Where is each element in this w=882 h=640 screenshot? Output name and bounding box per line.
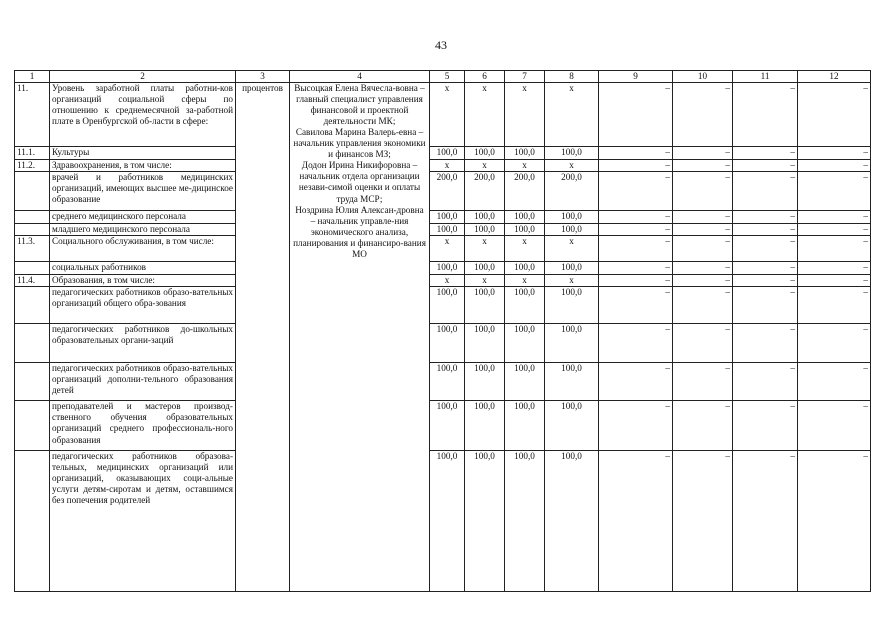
value-cell: – xyxy=(733,451,798,592)
value-cell: 100,0 xyxy=(430,286,465,323)
indicator-name: младшего медицинского персонала xyxy=(50,224,236,236)
value-cell: 100,0 xyxy=(430,261,465,274)
value-cell: – xyxy=(733,224,798,236)
indicator-name: педагогических работников образо-вательных организаций общего обра-зования xyxy=(50,286,236,323)
value-cell: 100,0 xyxy=(505,261,545,274)
value-cell: – xyxy=(798,451,871,592)
value-cell: х xyxy=(430,236,465,261)
value-cell: – xyxy=(798,172,871,211)
value-cell: 200,0 xyxy=(430,172,465,211)
row-number xyxy=(15,401,50,451)
value-cell: – xyxy=(673,261,733,274)
row-number xyxy=(15,172,50,211)
value-cell: – xyxy=(599,274,673,286)
value-cell: 100,0 xyxy=(505,210,545,223)
value-cell: – xyxy=(733,274,798,286)
value-cell: 100,0 xyxy=(545,451,599,592)
value-cell: – xyxy=(733,147,798,160)
table-row xyxy=(15,362,871,401)
value-cell: х xyxy=(505,83,545,147)
value-cell: 100,0 xyxy=(430,362,465,401)
value-cell: 100,0 xyxy=(505,286,545,323)
value-cell: 100,0 xyxy=(545,362,599,401)
value-cell: 100,0 xyxy=(430,147,465,160)
header-row xyxy=(15,71,871,83)
value-cell: 100,0 xyxy=(465,362,505,401)
header-cell: 8 xyxy=(545,71,599,83)
value-cell: – xyxy=(798,210,871,223)
header-cell: 5 xyxy=(430,71,465,83)
value-cell: – xyxy=(673,324,733,363)
value-cell: х xyxy=(430,83,465,147)
indicator-name: Уровень заработной платы работни-ков организаций социальной сферы по отношению к среднемесячной за-работной плате в Оренбургской об-ласти в сфере: xyxy=(50,83,236,147)
value-cell: – xyxy=(798,286,871,323)
row-number xyxy=(15,210,50,223)
value-cell: 100,0 xyxy=(545,224,599,236)
value-cell: 100,0 xyxy=(465,401,505,451)
row-number xyxy=(15,324,50,363)
value-cell: 100,0 xyxy=(465,451,505,592)
value-cell: 100,0 xyxy=(545,401,599,451)
value-cell: – xyxy=(798,362,871,401)
value-cell: – xyxy=(673,210,733,223)
value-cell: х xyxy=(465,274,505,286)
value-cell: – xyxy=(599,401,673,451)
header-cell: 12 xyxy=(798,71,871,83)
value-cell: х xyxy=(465,236,505,261)
value-cell: 100,0 xyxy=(430,324,465,363)
executor-3: Додон Ирина Никифоровна – начальник отдела организации незави-симой оценки и оплаты труда МСР; xyxy=(298,160,421,204)
value-cell: – xyxy=(798,236,871,261)
header-cell: 6 xyxy=(465,71,505,83)
value-cell: х xyxy=(465,83,505,147)
row-number: 11.4. xyxy=(15,274,50,286)
value-cell: х xyxy=(545,236,599,261)
value-cell: 100,0 xyxy=(545,286,599,323)
value-cell: – xyxy=(673,236,733,261)
header-cell: 11 xyxy=(733,71,798,83)
value-cell: – xyxy=(673,83,733,147)
row-number: 11.1. xyxy=(15,147,50,160)
value-cell: 100,0 xyxy=(430,210,465,223)
value-cell: – xyxy=(599,160,673,172)
value-cell: 100,0 xyxy=(465,147,505,160)
value-cell: – xyxy=(798,274,871,286)
indicator-name: педагогических работников образо-вательных организаций дополни-тельного образования детей xyxy=(50,362,236,401)
value-cell: – xyxy=(733,172,798,211)
value-cell: 200,0 xyxy=(545,172,599,211)
indicators-table xyxy=(14,70,871,592)
value-cell: 100,0 xyxy=(505,451,545,592)
value-cell: 100,0 xyxy=(430,401,465,451)
row-number xyxy=(15,261,50,274)
table-row xyxy=(15,451,871,592)
table-row xyxy=(15,160,871,172)
value-cell: – xyxy=(599,286,673,323)
value-cell: – xyxy=(673,286,733,323)
value-cell: х xyxy=(430,160,465,172)
value-cell: 100,0 xyxy=(545,147,599,160)
indicator-name: преподавателей и мастеров производ-ственного обучения образовательных организаций среднего профессиональ-ного образования xyxy=(50,401,236,451)
executor-2: Савилова Марина Валерь-евна – начальник управления экономики и финансов МЗ; xyxy=(293,127,426,160)
value-cell: – xyxy=(673,172,733,211)
value-cell: 100,0 xyxy=(465,224,505,236)
value-cell: – xyxy=(673,362,733,401)
value-cell: 200,0 xyxy=(465,172,505,211)
value-cell: – xyxy=(673,160,733,172)
value-cell: – xyxy=(599,451,673,592)
value-cell: х xyxy=(505,236,545,261)
indicator-name: врачей и работников медицинских организаций, имеющих высшее ме-дицинское образование xyxy=(50,172,236,211)
table-row xyxy=(15,172,871,211)
indicator-name: Культуры xyxy=(50,147,236,160)
value-cell: 100,0 xyxy=(545,261,599,274)
value-cell: – xyxy=(798,324,871,363)
page-number: 43 xyxy=(435,38,447,52)
value-cell: х xyxy=(545,160,599,172)
value-cell: – xyxy=(599,362,673,401)
table-row xyxy=(15,224,871,236)
value-cell: – xyxy=(733,210,798,223)
row-number xyxy=(15,224,50,236)
value-cell: 100,0 xyxy=(430,451,465,592)
header-cell: 10 xyxy=(673,71,733,83)
unit-cell: процентов xyxy=(236,83,290,592)
header-cell: 7 xyxy=(505,71,545,83)
value-cell: 100,0 xyxy=(505,324,545,363)
table-row xyxy=(15,147,871,160)
value-cell: – xyxy=(599,147,673,160)
value-cell: – xyxy=(733,236,798,261)
header-cell: 9 xyxy=(599,71,673,83)
value-cell: – xyxy=(599,324,673,363)
value-cell: – xyxy=(599,236,673,261)
value-cell: – xyxy=(673,451,733,592)
table-row xyxy=(15,274,871,286)
value-cell: – xyxy=(673,274,733,286)
value-cell: – xyxy=(599,172,673,211)
executor-1: Высоцкая Елена Вячесла-вовна – главный специалист управления финансовой и проектной деятельности МК; xyxy=(294,83,425,127)
value-cell: – xyxy=(733,160,798,172)
value-cell: – xyxy=(599,210,673,223)
value-cell: х xyxy=(430,274,465,286)
value-cell: 100,0 xyxy=(505,147,545,160)
row-number xyxy=(15,286,50,323)
header-cell: 3 xyxy=(236,71,290,83)
value-cell: – xyxy=(733,362,798,401)
value-cell: – xyxy=(673,147,733,160)
executor-4: Ноздрина Юлия Алексан-дровна – начальник управле-ния экономического анализа, планирования и финансиро-вания МО xyxy=(293,204,426,259)
row-number: 11. xyxy=(15,83,50,147)
indicator-name: Образования, в том числе: xyxy=(50,274,236,286)
table-row xyxy=(15,401,871,451)
value-cell: – xyxy=(733,261,798,274)
value-cell: 100,0 xyxy=(430,224,465,236)
indicator-name: Социального обслуживания, в том числе: xyxy=(50,236,236,261)
value-cell: х xyxy=(545,83,599,147)
indicator-name: педагогических работников образова-тельных, медицинских организаций или организаций, оказывающих соци-альные услуги детям-сиротам и детям, оставшимся без попечения родителей xyxy=(50,451,236,592)
value-cell: – xyxy=(733,324,798,363)
value-cell: х xyxy=(465,160,505,172)
indicator-name: Здравоохранения, в том числе: xyxy=(50,160,236,172)
value-cell: – xyxy=(673,224,733,236)
row-number: 11.3. xyxy=(15,236,50,261)
value-cell: 100,0 xyxy=(465,324,505,363)
row-number xyxy=(15,362,50,401)
indicator-name: социальных работников xyxy=(50,261,236,274)
header-cell: 4 xyxy=(290,71,430,83)
table-row xyxy=(15,210,871,223)
value-cell: – xyxy=(599,261,673,274)
indicator-name: среднего медицинского персонала xyxy=(50,210,236,223)
value-cell: 100,0 xyxy=(465,286,505,323)
value-cell: – xyxy=(798,261,871,274)
value-cell: – xyxy=(798,224,871,236)
value-cell: – xyxy=(599,224,673,236)
value-cell: х xyxy=(505,274,545,286)
executors-cell xyxy=(290,83,430,592)
value-cell: 100,0 xyxy=(465,210,505,223)
value-cell: – xyxy=(673,401,733,451)
value-cell: 100,0 xyxy=(505,224,545,236)
value-cell: х xyxy=(505,160,545,172)
value-cell: 100,0 xyxy=(465,261,505,274)
table-row xyxy=(15,261,871,274)
value-cell: – xyxy=(733,83,798,147)
value-cell: – xyxy=(798,83,871,147)
header-cell: 2 xyxy=(50,71,236,83)
value-cell: – xyxy=(798,401,871,451)
row-number: 11.2. xyxy=(15,160,50,172)
table-row xyxy=(15,286,871,323)
row-number xyxy=(15,451,50,592)
value-cell: 200,0 xyxy=(505,172,545,211)
value-cell: 100,0 xyxy=(545,324,599,363)
indicator-name: педагогических работников до-школьных образовательных органи-заций xyxy=(50,324,236,363)
value-cell: – xyxy=(798,160,871,172)
value-cell: 100,0 xyxy=(545,210,599,223)
value-cell: 100,0 xyxy=(505,362,545,401)
value-cell: – xyxy=(733,286,798,323)
table-row xyxy=(15,83,871,147)
table-row xyxy=(15,236,871,261)
value-cell: 100,0 xyxy=(505,401,545,451)
value-cell: – xyxy=(798,147,871,160)
value-cell: – xyxy=(733,401,798,451)
header-cell: 1 xyxy=(15,71,50,83)
table-row xyxy=(15,324,871,363)
value-cell: – xyxy=(599,83,673,147)
value-cell: х xyxy=(545,274,599,286)
